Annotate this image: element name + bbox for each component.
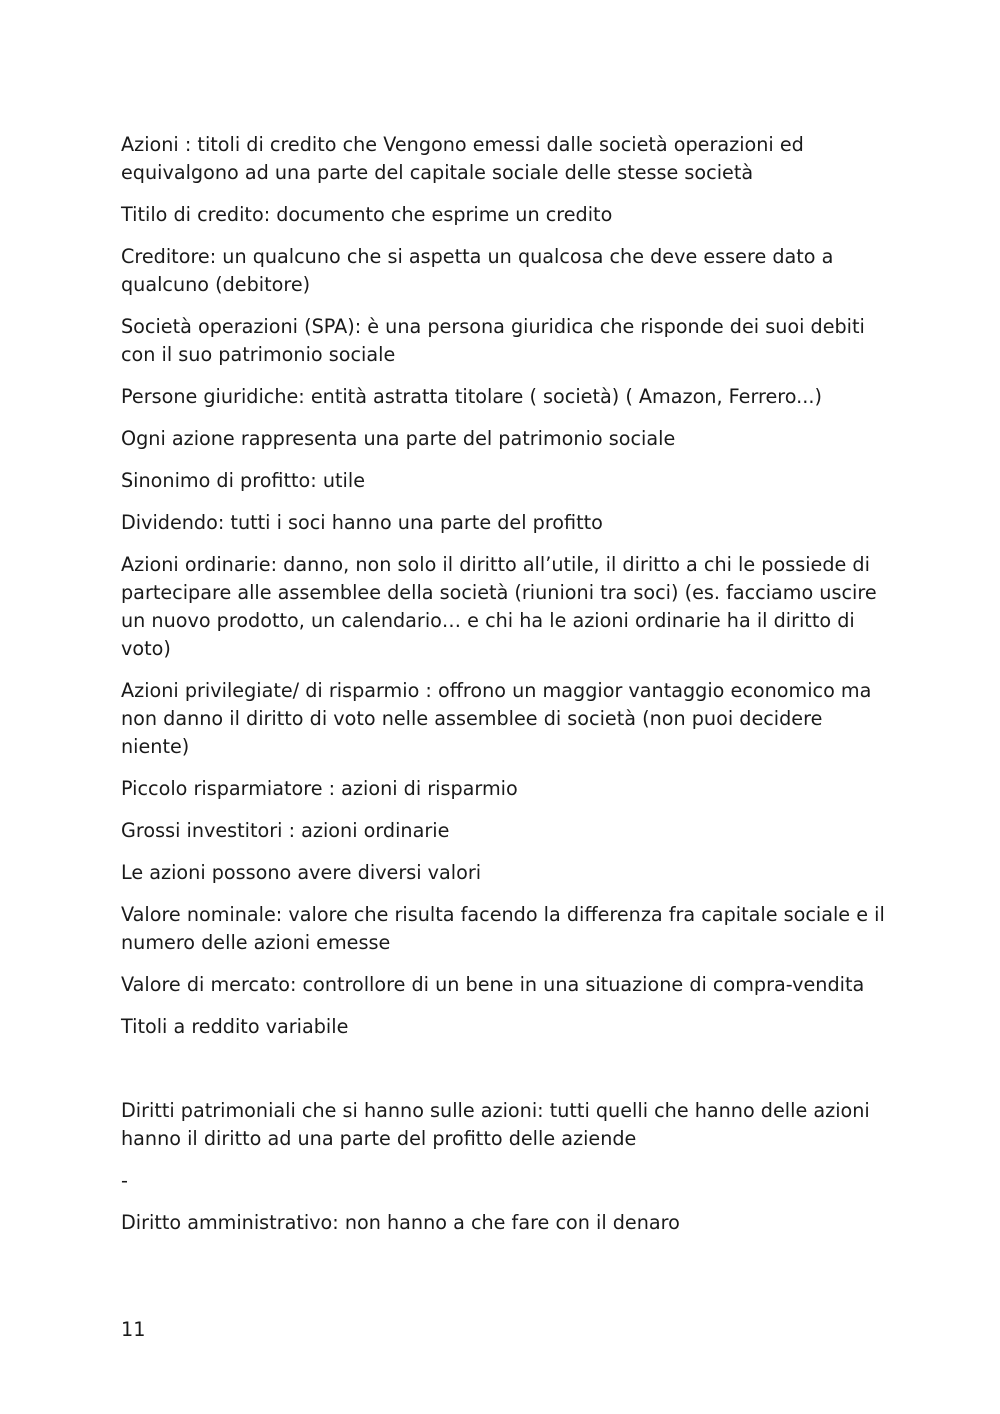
list-dash: - bbox=[121, 1169, 128, 1192]
paragraph-azioni-privilegiate: Azioni privilegiate/ di risparmio : offrono un maggior vantaggio economico ma non danno il diritto di voto nelle assemblee di società (non puoi decidere niente) bbox=[121, 679, 872, 758]
paragraph-creditore: Creditore: un qualcuno che si aspetta un qualcosa che deve essere dato a qualcuno (debitore) bbox=[121, 245, 834, 296]
page-number: 11 bbox=[121, 1318, 146, 1341]
paragraph-azioni: Azioni : titoli di credito che Vengono emessi dalle società operazioni ed equivalgono ad una parte del capitale sociale delle stesse società bbox=[121, 133, 804, 184]
paragraph-persone-giuridiche: Persone giuridiche: entità astratta titolare ( società) ( Amazon, Ferrero...) bbox=[121, 385, 822, 408]
paragraph-diversi-valori: Le azioni possono avere diversi valori bbox=[121, 861, 482, 884]
paragraph-valore-di-mercato: Valore di mercato: controllore di un bene in una situazione di compra-vendita bbox=[121, 973, 865, 996]
paragraph-sinonimo-profitto: Sinonimo di profitto: utile bbox=[121, 469, 366, 492]
paragraph-grossi-investitori: Grossi investitori : azioni ordinarie bbox=[121, 819, 450, 842]
paragraph-dividendo: Dividendo: tutti i soci hanno una parte del profitto bbox=[121, 511, 603, 534]
paragraph-diritto-amministrativo: Diritto amministrativo: non hanno a che fare con il denaro bbox=[121, 1211, 680, 1234]
paragraph-ogni-azione: Ogni azione rappresenta una parte del patrimonio sociale bbox=[121, 427, 676, 450]
document-body bbox=[121, 131, 891, 1251]
paragraph-titoli-reddito-variabile: Titoli a reddito variabile bbox=[121, 1015, 349, 1038]
paragraph-diritti-patrimoniali: Diritti patrimoniali che si hanno sulle azioni: tutti quelli che hanno delle azioni hanno il diritto ad una parte del profitto delle aziende bbox=[121, 1099, 870, 1150]
paragraph-valore-nominale: Valore nominale: valore che risulta facendo la differenza fra capitale sociale e il numero delle azioni emesse bbox=[121, 903, 885, 954]
paragraph-societa-operazioni: Società operazioni (SPA): è una persona giuridica che risponde dei suoi debiti con il suo patrimonio sociale bbox=[121, 315, 865, 366]
paragraph-gap bbox=[121, 1055, 891, 1097]
paragraph-azioni-ordinarie: Azioni ordinarie: danno, non solo il diritto all’utile, il diritto a chi le possiede di partecipare alle assemblee della società (riunioni tra soci) (es. facciamo uscire un nuovo prodotto, un calendario… e chi ha le azioni ordinarie ha il diritto di voto) bbox=[121, 553, 877, 660]
paragraph-titolo-di-credito: Titilo di credito: documento che esprime un credito bbox=[121, 203, 613, 226]
paragraph-piccolo-risparmiatore: Piccolo risparmiatore : azioni di risparmio bbox=[121, 777, 518, 800]
